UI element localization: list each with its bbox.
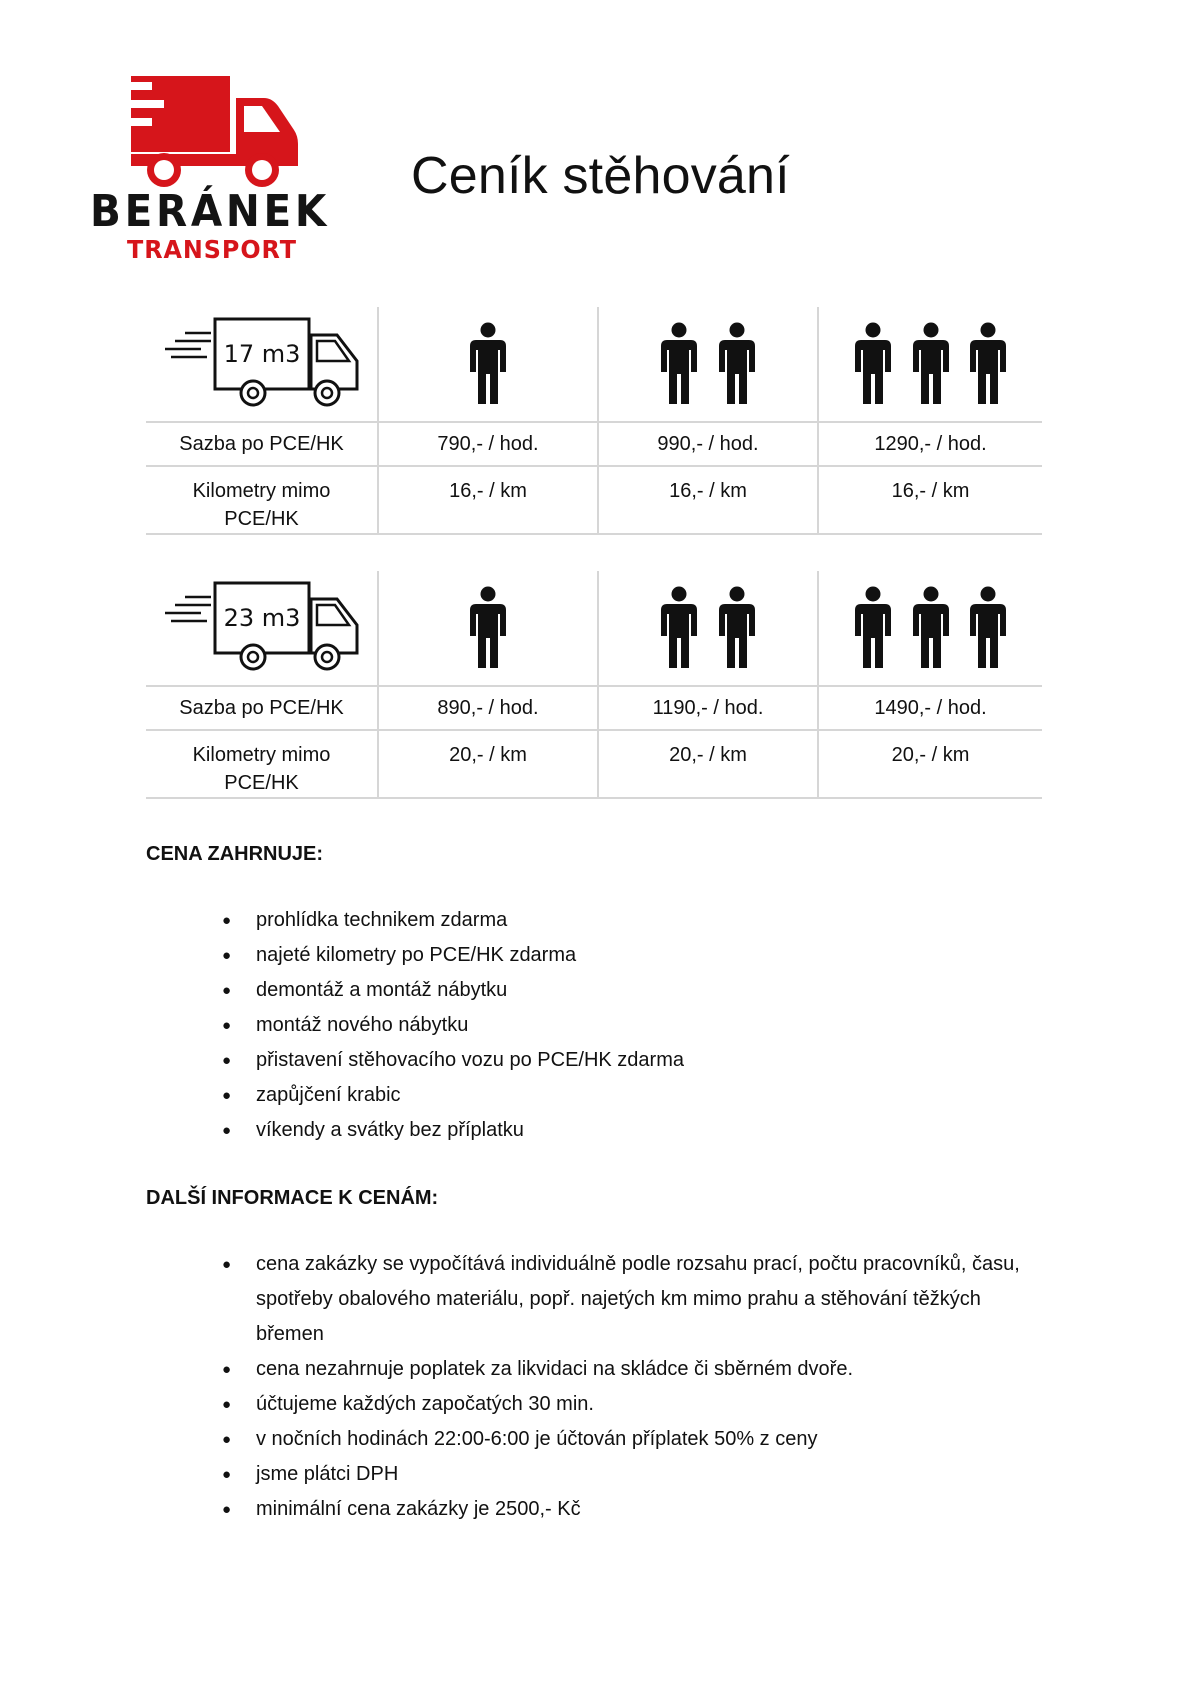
- person-icon: [468, 586, 508, 670]
- list-item: ● cena nezahrnuje poplatek za likvidaci na skládce či sběrném dvoře.: [222, 1352, 1042, 1387]
- km-value: 20,- / km: [378, 730, 598, 798]
- km-value: 20,- / km: [818, 730, 1042, 798]
- list-item: ● jsme plátci DPH: [222, 1457, 1042, 1492]
- person-icon: [717, 586, 757, 670]
- price-table-17m3: [146, 307, 1042, 535]
- rate-label: Sazba po PCE/HK: [146, 422, 378, 466]
- logo-brand-name: BERÁNEK: [90, 186, 336, 237]
- rate-value: 990,- / hod.: [598, 422, 818, 466]
- km-value: 20,- / km: [598, 730, 818, 798]
- truck-cell: [146, 307, 378, 422]
- person-icon: [468, 322, 508, 406]
- truck-17m3-icon: [159, 313, 365, 409]
- km-label-line: PCE/HK: [224, 772, 299, 794]
- person-icon: [659, 586, 699, 670]
- rate-value: 1190,- / hod.: [598, 686, 818, 730]
- km-label-line: Kilometry mimo: [192, 480, 331, 502]
- one-worker-cell: [378, 571, 598, 686]
- includes-list: [222, 903, 1042, 1148]
- red-truck-logo-icon: [84, 74, 336, 264]
- truck-cell: [146, 571, 378, 686]
- list-item: ● zapůjčení krabic: [222, 1078, 1042, 1113]
- person-icon: [853, 586, 893, 670]
- one-worker-cell: [378, 307, 598, 422]
- km-label-line: PCE/HK: [224, 508, 299, 530]
- more-info-list: [222, 1247, 1042, 1527]
- rate-value: 790,- / hod.: [378, 422, 598, 466]
- person-icon: [911, 322, 951, 406]
- km-value: 16,- / km: [818, 466, 1042, 534]
- person-icon: [968, 586, 1008, 670]
- km-value: 16,- / km: [378, 466, 598, 534]
- list-item: ● víkendy a svátky bez příplatku: [222, 1113, 1042, 1148]
- rate-row: [146, 422, 1042, 466]
- truck-23m3-icon: [159, 577, 365, 673]
- list-item: ● účtujeme každých započatých 30 min.: [222, 1387, 1042, 1422]
- person-icon: [911, 586, 951, 670]
- beranek-transport-logo: [84, 74, 336, 264]
- two-workers-cell: [598, 307, 818, 422]
- list-item: ● najeté kilometry po PCE/HK zdarma: [222, 938, 1042, 973]
- km-label-line: Kilometry mimo: [192, 744, 331, 766]
- list-item: ● demontáž a montáž nábytku: [222, 973, 1042, 1008]
- includes-heading: CENA ZAHRNUJE:: [146, 843, 324, 865]
- person-icon: [717, 322, 757, 406]
- person-icon: [853, 322, 893, 406]
- list-item: ● prohlídka technikem zdarma: [222, 903, 1042, 938]
- km-row: [146, 466, 1042, 534]
- person-icon: [968, 322, 1008, 406]
- km-row: [146, 730, 1042, 798]
- more-info-heading: DALŠÍ INFORMACE K CENÁM:: [146, 1187, 439, 1209]
- km-value: 16,- / km: [598, 466, 818, 534]
- km-label: [146, 466, 378, 534]
- person-icon: [659, 322, 699, 406]
- truck-volume-label: 23 m3: [223, 604, 300, 632]
- three-workers-cell: [818, 307, 1042, 422]
- list-item: ● montáž nového nábytku: [222, 1008, 1042, 1043]
- km-label: [146, 730, 378, 798]
- price-table-23m3: [146, 571, 1042, 799]
- list-item: ● minimální cena zakázky je 2500,- Kč: [222, 1492, 1042, 1527]
- two-workers-cell: [598, 571, 818, 686]
- rate-value: 1290,- / hod.: [818, 422, 1042, 466]
- list-item: ● v nočních hodinách 22:00-6:00 je účtován příplatek 50% z ceny: [222, 1422, 1042, 1457]
- rate-value: 890,- / hod.: [378, 686, 598, 730]
- list-item: ● cena zakázky se vypočítává individuálně podle rozsahu prací, počtu pracovníků, času, spotřeby obalového materiálu, popř. najetých km mimo prahu a stěhování těžkých břemen: [222, 1247, 1042, 1352]
- page-title: Ceník stěhování: [411, 147, 790, 205]
- three-workers-cell: [818, 571, 1042, 686]
- list-item: ● přistavení stěhovacího vozu po PCE/HK zdarma: [222, 1043, 1042, 1078]
- logo-brand-subtitle: TRANSPORT: [127, 235, 297, 264]
- rate-label: Sazba po PCE/HK: [146, 686, 378, 730]
- rate-row: [146, 686, 1042, 730]
- rate-value: 1490,- / hod.: [818, 686, 1042, 730]
- truck-volume-label: 17 m3: [223, 340, 300, 368]
